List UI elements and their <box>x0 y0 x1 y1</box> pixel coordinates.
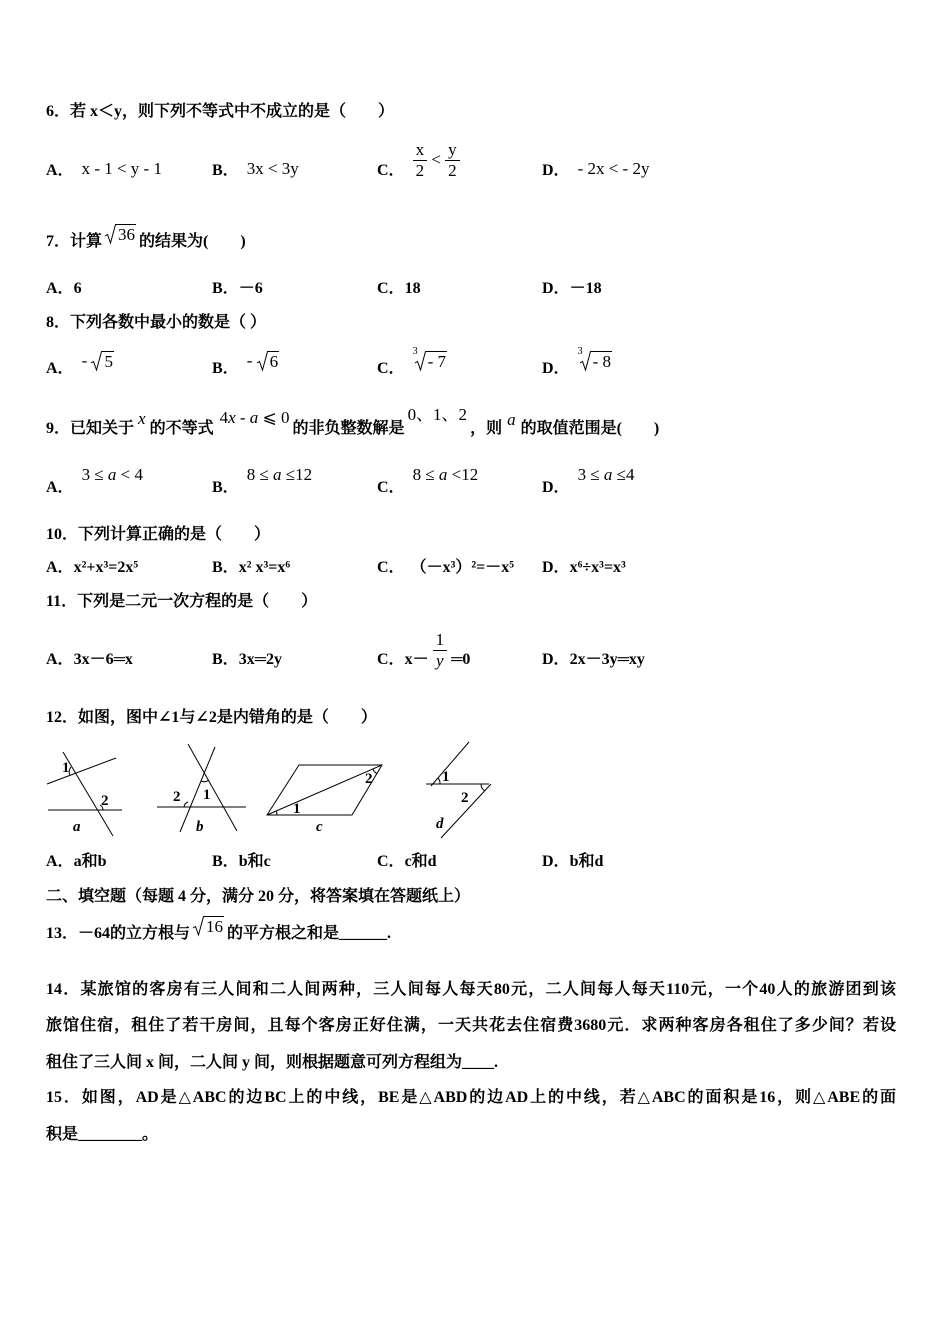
expr-pre: 3 ≤ <box>81 465 108 484</box>
denominator: y <box>436 650 444 670</box>
figure-a <box>47 752 122 836</box>
angle-label-2: 2 <box>101 793 109 809</box>
q11-option-a <box>46 650 133 670</box>
q12-options <box>0 852 950 872</box>
q12-stem <box>46 708 377 728</box>
option-expr: 3x < 3y <box>246 159 299 178</box>
q10-option-b <box>212 558 290 578</box>
q7-option-a <box>46 279 82 299</box>
expr-post: ═0 <box>447 651 471 668</box>
q13-before: 13．－64的立方根与 <box>46 925 191 942</box>
coefficient: 4 <box>219 408 229 427</box>
parameter-a: a <box>438 465 448 484</box>
negative-root <box>82 351 114 371</box>
q7-options <box>0 279 950 299</box>
denominator: 2 <box>415 160 425 180</box>
q14-line-1: 14．某旅馆的客房有三人间和二人间两种，三人间每人每天80元，二人间每人每天110元，一个40人的旅游团到该 <box>46 981 896 998</box>
radical-sign-icon <box>415 351 426 371</box>
option-expr: x²+x³=2x⁵ <box>73 559 139 576</box>
option-expr <box>82 465 143 485</box>
option-expr: 2x－3y═xy <box>569 651 645 668</box>
q10-options <box>0 558 950 578</box>
q8-stem <box>46 313 266 333</box>
q9-stem-part5: 的取值范围是( ) <box>520 420 660 437</box>
option-expr: x⁶÷x³=x³ <box>569 559 626 576</box>
q12-option-d <box>542 852 603 872</box>
q6-stem-text: 6．若 x＜y，则下列不等式中不成立的是（ ） <box>46 103 395 120</box>
q6-option-c <box>377 139 460 181</box>
q10-stem <box>46 525 270 545</box>
expr-post: < 4 <box>116 465 143 484</box>
option-expr <box>578 465 635 485</box>
angle-arc <box>481 784 485 791</box>
option-label: D． <box>542 479 570 496</box>
q11-option-d <box>542 650 645 670</box>
expr-pre: 3 ≤ <box>577 465 604 484</box>
option-expr: 3x═2y <box>238 651 283 668</box>
q7-option-c <box>377 279 421 299</box>
option-expr: - 2x < - 2y <box>577 159 650 178</box>
q9-stem-part2: 的不等式 <box>149 420 214 437</box>
option-label: D． <box>542 280 570 297</box>
q10-stem-text: 10．下列计算正确的是（ ） <box>46 526 271 543</box>
option-expr: x - 1 < y - 1 <box>81 159 162 178</box>
q12-option-c <box>377 852 437 872</box>
square-root <box>105 224 136 244</box>
q12-option-a <box>46 852 106 872</box>
q6-option-b <box>212 161 299 181</box>
option-label: C． <box>377 853 405 870</box>
q11-options <box>0 629 950 670</box>
figure-d <box>426 742 491 838</box>
numerator: 1 <box>433 630 448 651</box>
q12-option-b <box>212 852 271 872</box>
q9-stem-part3: 的非负整数解是 <box>292 420 405 437</box>
option-label: C． <box>377 360 405 377</box>
q8-stem-text: 8．下列各数中最小的数是（ ） <box>46 314 267 331</box>
option-label: A． <box>46 651 74 668</box>
angle-label-1: 1 <box>293 801 301 817</box>
q13-stem <box>46 917 392 944</box>
option-label: B． <box>212 651 239 668</box>
expr-post: ≤12 <box>281 465 313 484</box>
option-label: C． <box>377 280 405 297</box>
fraction-right <box>445 140 460 181</box>
parameter-a: a <box>603 465 613 484</box>
q8-option-c <box>377 346 447 379</box>
figure-b <box>157 744 246 835</box>
q10-option-a <box>46 558 138 578</box>
option-label: A． <box>46 853 74 870</box>
line <box>188 744 237 831</box>
fraction <box>433 630 448 671</box>
sign: - <box>246 351 257 370</box>
q9-option-a <box>46 465 143 498</box>
parameter-a: a <box>507 410 516 429</box>
fraction-inequality <box>413 140 460 181</box>
q8-option-d <box>542 346 612 379</box>
solution-set: 0、1、2 <box>407 405 468 424</box>
radicand: 6 <box>269 352 279 371</box>
q11-option-c <box>377 629 471 670</box>
option-label: A． <box>46 559 74 576</box>
radicand: - 7 <box>427 352 446 371</box>
variable-x: x <box>138 409 146 428</box>
root-index: 3 <box>577 346 583 357</box>
option-label: C． <box>377 479 405 496</box>
minus-sign: - <box>235 408 250 427</box>
angle-arc <box>276 811 277 815</box>
fraction-left <box>413 140 428 181</box>
option-label: B． <box>212 559 239 576</box>
option-label: B． <box>212 280 239 297</box>
expr-pre: 8 ≤ <box>246 465 274 484</box>
option-value: 6 <box>73 280 82 297</box>
radical-sign-icon <box>193 916 204 936</box>
expr-pre: x－ <box>404 651 433 668</box>
option-value: 18 <box>404 280 421 297</box>
figure-caption: b <box>196 819 204 835</box>
q15-line-2: 积是________。 <box>46 1126 159 1143</box>
option-expr: （－x³）²=－x⁵ <box>410 559 515 576</box>
sign: - <box>81 351 92 370</box>
figure-caption: a <box>73 819 81 835</box>
radical-sign-icon <box>91 351 102 371</box>
option-expr: 3x－6═x <box>73 651 133 668</box>
parameter-a: a <box>273 465 282 484</box>
option-value: c和d <box>404 853 437 870</box>
option-label: D． <box>542 360 570 377</box>
option-label: A． <box>46 479 74 496</box>
cube-root <box>577 346 612 371</box>
q9-option-c <box>377 465 479 498</box>
option-label: A． <box>46 280 74 297</box>
figure-caption: c <box>316 819 323 835</box>
angle-label-1: 1 <box>62 760 70 776</box>
q7-option-b <box>212 279 263 299</box>
option-label: D． <box>542 853 570 870</box>
angle-label-2: 2 <box>365 771 373 787</box>
option-expr: x² x³=x⁶ <box>238 559 291 576</box>
option-value: a和b <box>73 853 107 870</box>
radicand: 16 <box>206 917 224 936</box>
inequality-sign: < <box>427 150 446 169</box>
option-label: D． <box>542 651 570 668</box>
q11-stem-text: 11．下列是二元一次方程的是（ ） <box>46 593 318 610</box>
radicand: 5 <box>104 352 113 371</box>
square-root <box>91 351 114 371</box>
option-label: C． <box>377 651 405 668</box>
angle-label-1: 1 <box>203 787 211 803</box>
negative-root <box>247 351 279 371</box>
variable-x: x <box>228 408 236 427</box>
option-label: C． <box>377 559 405 576</box>
q7-stem-after: 的结果为( ) <box>139 233 246 250</box>
expr-pre: 8 ≤ <box>412 465 439 484</box>
option-expr <box>413 465 479 485</box>
radicand: 36 <box>118 225 136 244</box>
q14-line-3: 租住了三人间 x 间，二人间 y 间，则根据题意可列方程组为____. <box>46 1054 499 1071</box>
q9-stem <box>46 405 660 439</box>
q9-stem-part1: 9．已知关于 <box>46 420 135 437</box>
q10-option-c <box>377 558 514 578</box>
option-label: B． <box>212 162 239 179</box>
line <box>47 758 116 784</box>
inequality <box>220 408 290 428</box>
denominator: 2 <box>448 160 457 180</box>
expr-post: ≤4 <box>612 465 635 484</box>
angle-label-1: 1 <box>442 769 450 785</box>
angle-arc <box>373 769 377 774</box>
parameter-a: a <box>107 465 117 484</box>
angle-arc <box>201 780 209 782</box>
q12-stem-text: 12．如图，图中∠1与∠2是内错角的是（ ） <box>46 709 377 726</box>
option-value: b和d <box>569 853 604 870</box>
numerator: y <box>445 140 460 161</box>
option-label: A． <box>46 360 74 377</box>
q6-options <box>0 139 950 181</box>
angle-arc <box>184 802 188 807</box>
q6-stem <box>46 102 394 122</box>
option-label: D． <box>542 559 570 576</box>
option-expr <box>247 465 312 485</box>
square-root <box>257 351 280 371</box>
expr-post: <12 <box>447 465 479 484</box>
angle-label-2: 2 <box>461 790 469 806</box>
figure-c <box>267 765 382 835</box>
option-label: D． <box>542 162 570 179</box>
square-root <box>193 916 224 936</box>
q11-stem <box>46 592 317 612</box>
q9-option-d <box>542 465 635 498</box>
q15-line-1: 15．如图，AD是△ABC的边BC上的中线，BE是△ABD的边AD上的中线，若△ABC的面积是16，则△ABE的面 <box>46 1089 896 1106</box>
q7-stem-before: 7．计算 <box>46 233 103 250</box>
relation: ⩽ 0 <box>258 408 290 427</box>
line <box>431 742 469 786</box>
option-value: －18 <box>569 280 602 297</box>
radicand: - 8 <box>592 352 611 371</box>
option-label: B． <box>212 479 239 496</box>
q7-stem <box>46 225 246 252</box>
q10-option-d <box>542 558 626 578</box>
figure-caption: d <box>436 816 444 832</box>
option-label: B． <box>212 853 239 870</box>
q6-option-a <box>46 161 162 181</box>
q6-option-d <box>542 161 649 181</box>
radical-sign-icon <box>257 351 268 371</box>
section-heading <box>46 887 470 907</box>
option-label: C． <box>377 162 405 179</box>
q8-option-b <box>212 351 279 379</box>
numerator: x <box>413 140 428 161</box>
cube-root <box>412 346 447 371</box>
q9-options <box>0 465 950 498</box>
q7-option-d <box>542 279 602 299</box>
option-label: A． <box>46 162 74 179</box>
option-value: －6 <box>238 280 263 297</box>
radical-sign-icon <box>580 351 591 371</box>
q8-options <box>0 346 950 379</box>
angle-figures <box>40 738 500 843</box>
angle-arc <box>438 778 440 784</box>
option-value: b和c <box>238 853 271 870</box>
q8-option-a <box>46 351 114 379</box>
q13-after: 的平方根之和是______. <box>227 925 392 942</box>
q9-stem-part4: ，则 <box>470 420 503 437</box>
root-index: 3 <box>412 346 418 357</box>
angle-label-2: 2 <box>173 789 181 805</box>
radical-sign-icon <box>105 224 116 244</box>
q11-option-b <box>212 650 282 670</box>
q9-option-b <box>212 465 313 498</box>
parameter-a: a <box>249 408 259 427</box>
q14-line-2: 旅馆住宿，租住了若干房间，且每个客房正好住满，一天共花去住宿费3680元．求两种客房各租住了多少间？若设 <box>46 1017 896 1034</box>
section-title: 二、填空题（每题 4 分，满分 20 分，将答案填在答题纸上） <box>46 888 471 905</box>
option-label: B． <box>212 360 239 377</box>
